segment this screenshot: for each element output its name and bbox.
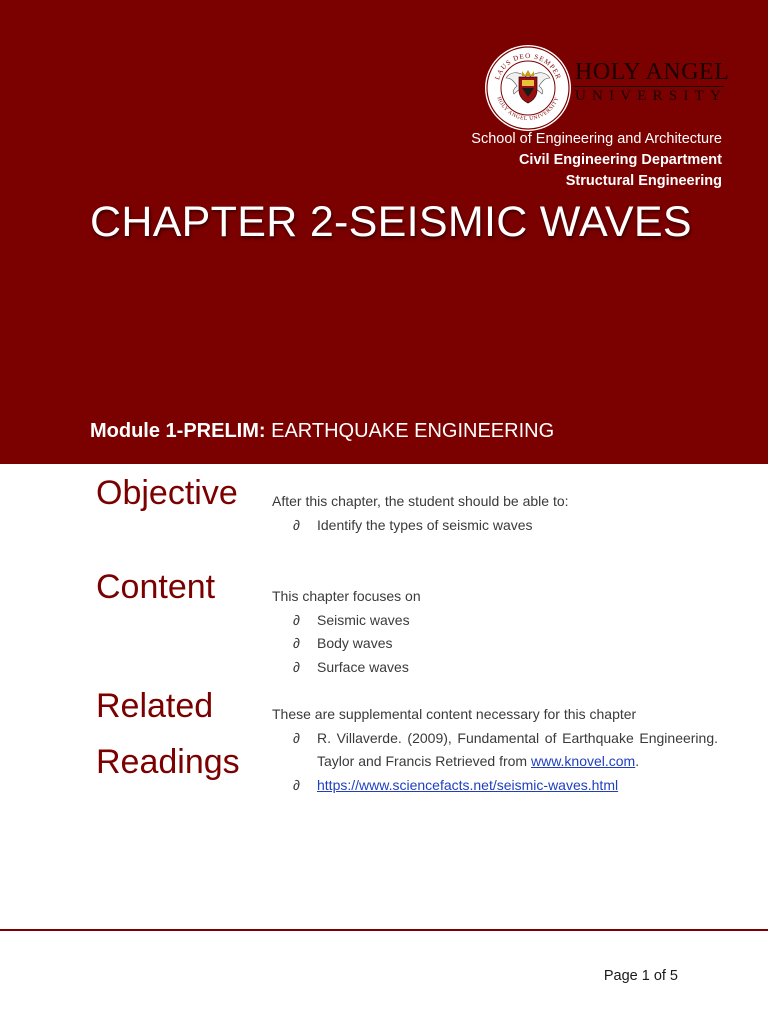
- school-name: School of Engineering and Architecture: [471, 131, 722, 147]
- list-item-text: Seismic waves: [317, 611, 410, 628]
- module-line: [90, 420, 554, 443]
- reading-citation: R. Villaverde. (2009), Fundamental of Earthquake Engineering. Taylor and Francis Retrieved from: [317, 729, 718, 769]
- bullet-icon: ∂: [293, 516, 300, 533]
- bullet-icon: ∂: [293, 729, 300, 746]
- logo-divider: [573, 86, 724, 87]
- list-item: [272, 656, 718, 680]
- related-body: [272, 703, 718, 797]
- related-intro: These are supplemental content necessary for this chapter: [272, 706, 637, 722]
- list-item-text: Surface waves: [317, 658, 409, 675]
- list-item: [272, 632, 718, 656]
- department-block: [471, 129, 722, 192]
- bullet-icon: ∂: [293, 658, 300, 675]
- university-seal-icon: [484, 44, 572, 132]
- related-list: [272, 727, 718, 798]
- objective-heading: Objective: [96, 474, 238, 512]
- list-item: [272, 514, 718, 538]
- list-item: [272, 774, 718, 798]
- bullet-icon: ∂: [293, 611, 300, 628]
- knovel-link[interactable]: www.knovel.com: [530, 753, 636, 769]
- objective-list: [272, 514, 718, 538]
- module-subject: EARTHQUAKE ENGINEERING: [271, 420, 555, 442]
- chapter-title: CHAPTER 2-SEISMIC WAVES: [90, 198, 692, 246]
- objective-body: [272, 490, 718, 537]
- objective-intro: After this chapter, the student should be able to:: [272, 493, 569, 509]
- list-item-text: Identify the types of seismic waves: [317, 516, 533, 533]
- sciencefacts-link[interactable]: https://www.sciencefacts.net/seismic-waves.html: [317, 776, 619, 793]
- department-name: Civil Engineering Department: [518, 152, 722, 168]
- header-banner: [0, 0, 768, 464]
- module-label: Module 1-PRELIM:: [90, 420, 266, 442]
- university-name: HOLY ANGEL: [575, 59, 730, 85]
- specialization-name: Structural Engineering: [565, 173, 722, 189]
- related-heading: [96, 678, 240, 790]
- bullet-icon: ∂: [293, 776, 300, 793]
- content-body: [272, 585, 718, 679]
- page-number: Page 1 of 5: [603, 968, 678, 984]
- footer-divider: [0, 929, 768, 931]
- bullet-icon: ∂: [293, 635, 300, 651]
- university-logo: [484, 44, 730, 134]
- seal-bottom-text: HOLY ANGEL UNIVERSITY: [495, 96, 561, 123]
- related-heading-line1: Related: [96, 687, 214, 725]
- list-item-text: Body waves: [317, 635, 393, 651]
- seal-top-text: LAUS DEO SEMPER: [493, 51, 563, 81]
- list-item: [272, 727, 718, 774]
- list-item: [272, 609, 718, 633]
- related-heading-line2: Readings: [96, 743, 240, 781]
- content-heading: Content: [96, 568, 216, 606]
- content-intro: This chapter focuses on: [272, 588, 421, 604]
- university-subtitle: UNIVERSITY: [575, 88, 727, 104]
- reading-citation-end: .: [635, 753, 640, 769]
- content-list: [272, 609, 718, 680]
